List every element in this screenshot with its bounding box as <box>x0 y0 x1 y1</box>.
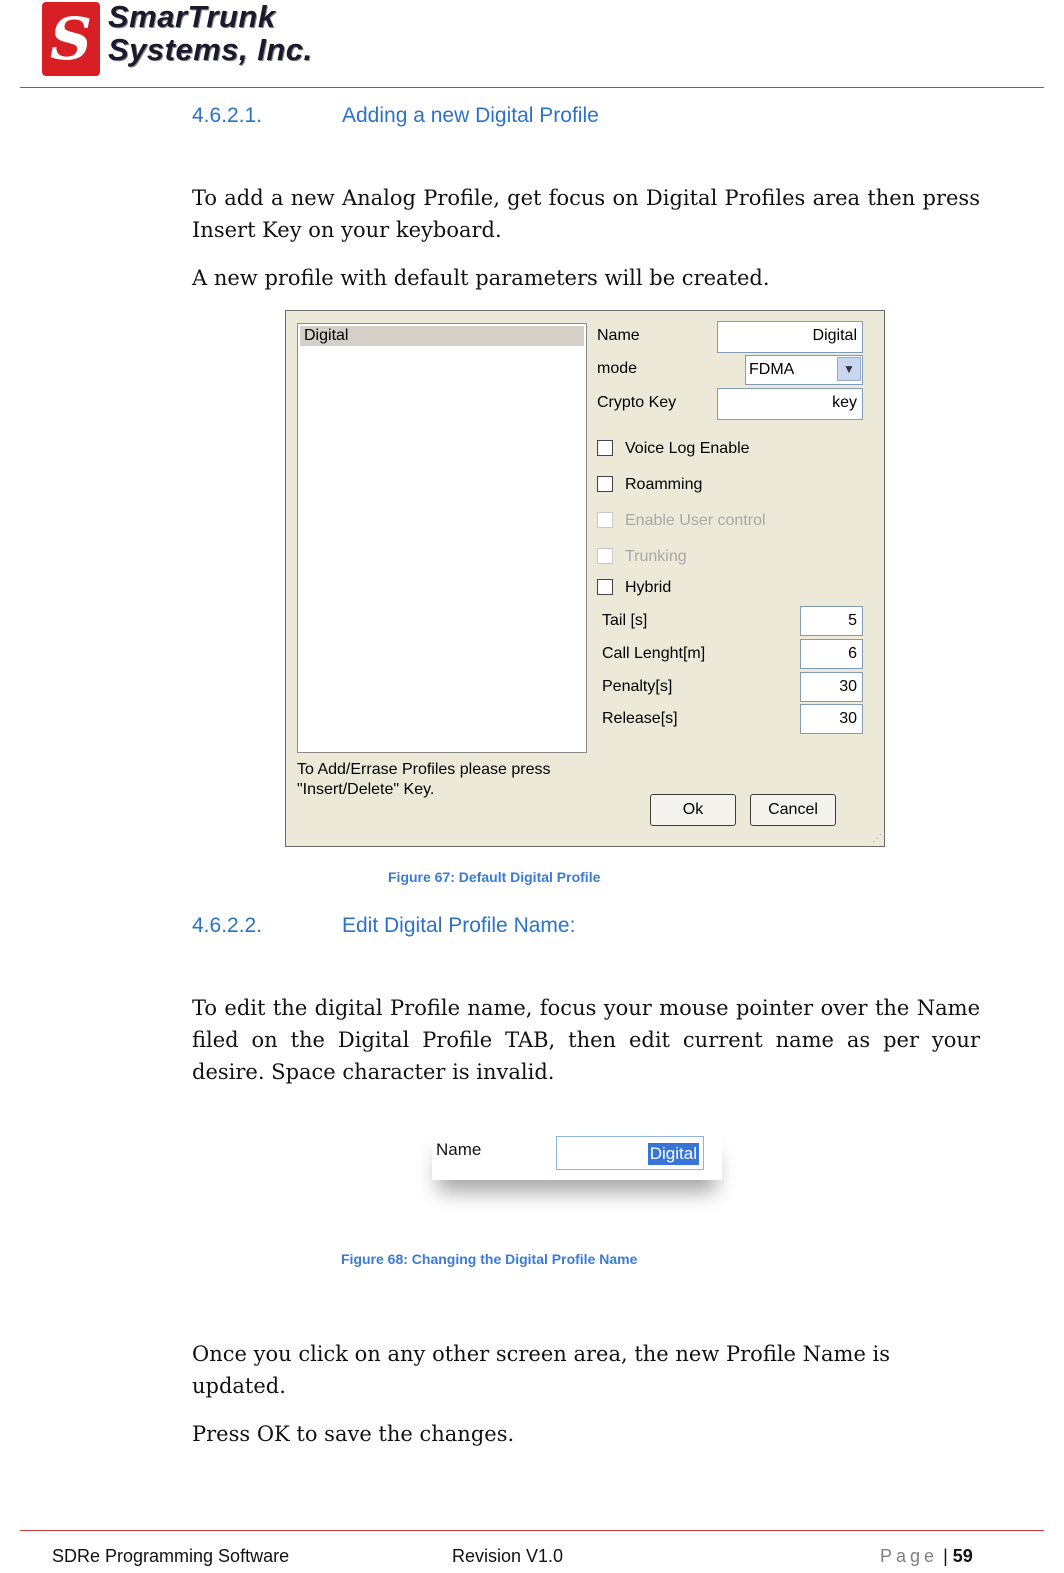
checkbox-label: Roamming <box>625 476 703 493</box>
penalty-field[interactable]: 30 <box>800 672 863 702</box>
mode-value: FDMA <box>749 361 795 378</box>
name-field-figure <box>432 1130 722 1180</box>
digital-profile-dialog <box>285 310 885 847</box>
release-label: Release[s] <box>602 710 678 727</box>
crypto-key-label: Crypto Key <box>597 394 677 411</box>
footer-divider <box>20 1530 1044 1531</box>
name-label: Name <box>436 1140 482 1159</box>
footer-doc-title: SDRe Programming Software <box>52 1546 290 1566</box>
section-heading-adding <box>192 104 992 132</box>
call-length-label: Call Lenght[m] <box>602 645 706 662</box>
footer-revision: Revision V1.0 <box>452 1546 564 1566</box>
company-logo-text <box>108 0 313 66</box>
footer-page <box>880 1546 973 1567</box>
checkbox-label: Trunking <box>625 548 687 565</box>
tail-label: Tail [s] <box>602 612 648 629</box>
checkbox-icon[interactable] <box>597 579 613 595</box>
section-number: 4.6.2.1. <box>192 104 263 127</box>
header-divider <box>20 87 1044 88</box>
resize-grip-icon[interactable]: ⋰ <box>872 833 882 844</box>
roamming-checkbox[interactable] <box>597 475 702 495</box>
mode-label: mode <box>597 360 638 377</box>
paragraph: Press OK to save the changes. <box>192 1422 515 1446</box>
penalty-label: Penalty[s] <box>602 678 673 695</box>
ok-button[interactable]: Ok <box>650 794 736 826</box>
call-length-field[interactable]: 6 <box>800 639 863 669</box>
checkbox-label: Enable User control <box>625 512 766 529</box>
figure-caption: Figure 67: Default Digital Profile <box>388 869 601 885</box>
insert-delete-hint: To Add/Errase Profiles please press "Insert/Delete" Key. <box>297 761 551 798</box>
page-separator: | <box>943 1546 953 1566</box>
checkbox-icon <box>597 512 613 528</box>
chevron-down-icon[interactable]: ▼ <box>837 357 861 381</box>
name-label: Name <box>597 327 640 344</box>
crypto-key-field[interactable]: key <box>717 388 863 420</box>
tail-field[interactable]: 5 <box>800 606 863 636</box>
release-field[interactable]: 30 <box>800 704 863 734</box>
selected-text: Digital <box>649 1144 697 1163</box>
checkbox-icon[interactable] <box>597 476 613 492</box>
section-number: 4.6.2.2. <box>192 914 263 937</box>
page-label: Page <box>880 1546 939 1566</box>
figure-caption: Figure 68: Changing the Digital Profile Name <box>341 1251 638 1267</box>
page-number: 59 <box>952 1546 973 1566</box>
section-title: Adding a new Digital Profile <box>342 104 599 127</box>
section-title: Edit Digital Profile Name: <box>342 914 576 937</box>
paragraph: To add a new Analog Profile, get focus on Digital Profiles area then press Insert Key on your keyboard. <box>192 186 980 242</box>
list-item[interactable]: Digital <box>300 326 584 346</box>
trunking-checkbox <box>597 547 687 567</box>
checkbox-label: Voice Log Enable <box>625 440 750 457</box>
name-field[interactable]: Digital <box>717 321 863 353</box>
company-logo-icon: S <box>42 2 100 76</box>
enable-user-control-checkbox <box>597 511 766 531</box>
checkbox-icon[interactable] <box>597 440 613 456</box>
hybrid-checkbox[interactable] <box>597 578 671 598</box>
paragraph: A new profile with default parameters will be created. <box>192 266 770 290</box>
paragraph: Once you click on any other screen area, the new Profile Name is updated. <box>192 1342 891 1398</box>
checkbox-icon <box>597 548 613 564</box>
voice-log-checkbox[interactable] <box>597 439 750 459</box>
paragraph: To edit the digital Profile name, focus your mouse pointer over the Name filed on the Digital Profile TAB, then edit current name as per your desire. Space character is invalid. <box>192 996 980 1084</box>
logo-line-2: Systems, Inc. <box>108 32 313 67</box>
cancel-button[interactable]: Cancel <box>750 794 836 826</box>
logo-line-1: SmarTrunk <box>108 0 276 34</box>
section-heading-edit <box>192 914 992 942</box>
profiles-listbox[interactable] <box>297 323 587 753</box>
mode-select[interactable] <box>745 355 863 385</box>
checkbox-label: Hybrid <box>625 579 672 596</box>
name-field[interactable] <box>556 1136 704 1170</box>
